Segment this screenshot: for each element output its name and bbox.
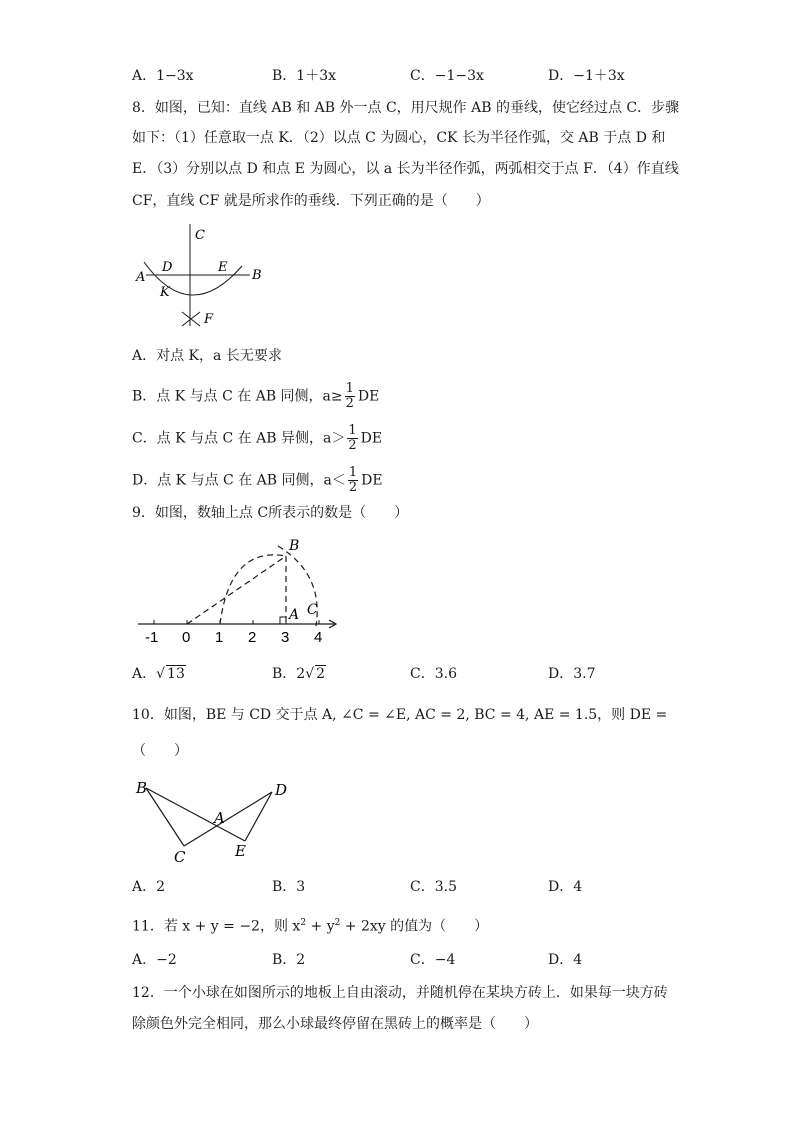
q12-stem-line-1: 12．一个小球在如图所示的地板上自由滚动，并随机停在某块方砖上．如果每一块方砖 bbox=[132, 985, 668, 1001]
segment-de bbox=[245, 792, 272, 841]
tick-label-1: 1 bbox=[215, 629, 224, 646]
q11-option-d: D．4 bbox=[548, 952, 583, 968]
q10-option-d: D．4 bbox=[548, 879, 583, 895]
q10-option-b: B．3 bbox=[272, 879, 306, 895]
label-e: E bbox=[218, 260, 228, 275]
q8-stem-line-3: E．（3）分别以点 D 和点 E 为圆心，以 a 长为半径作弧，两弧相交于点 F．（4）作直线 bbox=[132, 161, 679, 177]
label-c: C bbox=[174, 848, 186, 866]
q9-number-line-figure bbox=[130, 534, 345, 650]
label-a: A bbox=[289, 607, 300, 623]
tick-label-minus-1: -1 bbox=[145, 629, 159, 646]
tick-label-0: 0 bbox=[182, 629, 191, 646]
label-a: A bbox=[136, 270, 146, 285]
q8-option-a: A．对点 K，a 长无要求 bbox=[132, 348, 282, 364]
q9-stem: 9．如图，数轴上点 C所表示的数是（ ） bbox=[132, 505, 409, 521]
q7-option-c: C．−1−3x bbox=[410, 68, 484, 84]
q9-option-c: C．3.6 bbox=[410, 666, 457, 682]
segment-be bbox=[146, 788, 245, 841]
q7-option-a: A．1−3x bbox=[132, 68, 194, 84]
label-d: D bbox=[162, 260, 173, 275]
q8-option-b: B．点 K 与点 C 在 AB 同侧，a≥ $\frac{1}{2}$ DE bbox=[132, 381, 380, 411]
q8-stem-line-2: 如下：（1）任意取一点 K．（2）以点 C 为圆心，CK 长为半径作弧，交 AB 于点 D 和 bbox=[132, 130, 666, 146]
q10-answer-blank: （ ） bbox=[132, 743, 188, 759]
q10-option-c: C．3.5 bbox=[410, 879, 457, 895]
label-k: K bbox=[160, 285, 170, 300]
q8-option-c: C．点 K 与点 C 在 AB 异侧，a＞ $\frac{1}{2}$ DE bbox=[132, 423, 383, 453]
label-b: B bbox=[289, 538, 300, 554]
segment-bc bbox=[146, 788, 184, 846]
label-b: B bbox=[252, 268, 262, 283]
q8-stem-line-1: 8．如图，已知：直线 AB 和 AB 外一点 C，用尺规作 AB 的垂线，使它经过点 C．步骤 bbox=[132, 100, 680, 116]
segment-cd bbox=[184, 792, 272, 846]
arc-from-1 bbox=[220, 555, 286, 624]
q9-option-a: A．√ 13 bbox=[132, 666, 185, 682]
q8-option-d: D．点 K 与点 C 在 AB 同侧，a＜ $\frac{1}{2}$ DE bbox=[132, 465, 383, 495]
label-d: D bbox=[275, 781, 288, 799]
label-f: F bbox=[204, 312, 214, 327]
q12-stem-line-2: 除颜色外完全相同，那么小球最终停留在黑砖上的概率是（ ） bbox=[132, 1016, 538, 1032]
q9-option-b: B．2√ 2 bbox=[272, 666, 326, 682]
segment-ob bbox=[187, 556, 286, 624]
q11-stem: 11．若 x + y = −2，则 $x^2 + y^2 + 2xy$ 的值为（ ） bbox=[132, 918, 489, 935]
q11-option-a: A．−2 bbox=[132, 952, 177, 968]
tick-label-4: 4 bbox=[314, 629, 323, 646]
label-b: B bbox=[136, 779, 148, 797]
q7-option-d: D．−1＋3x bbox=[548, 68, 625, 84]
q8-stem-line-4: CF，直线 CF 就是所求作的垂线．下列正确的是（ ） bbox=[132, 193, 490, 209]
q7-option-b: B．1＋3x bbox=[272, 68, 336, 84]
q8-construction-figure bbox=[130, 222, 270, 332]
q11-option-c: C．−4 bbox=[410, 952, 456, 968]
q11-option-b: B．2 bbox=[272, 952, 306, 968]
q10-figure bbox=[132, 776, 297, 866]
q9-option-d: D．3.7 bbox=[548, 666, 596, 682]
q10-option-a: A．2 bbox=[132, 879, 166, 895]
right-angle-mark bbox=[280, 617, 286, 624]
tick-label-3: 3 bbox=[281, 629, 290, 646]
label-c: C bbox=[195, 228, 205, 243]
tick-label-2: 2 bbox=[248, 629, 257, 646]
label-c: C bbox=[307, 602, 318, 618]
label-e: E bbox=[235, 842, 246, 860]
q10-stem: 10．如图，BE 与 CD 交于点 A, ∠C = ∠E, AC = 2, BC = 4, AE = 1.5，则 DE = bbox=[132, 707, 668, 723]
label-a: A bbox=[214, 809, 225, 827]
